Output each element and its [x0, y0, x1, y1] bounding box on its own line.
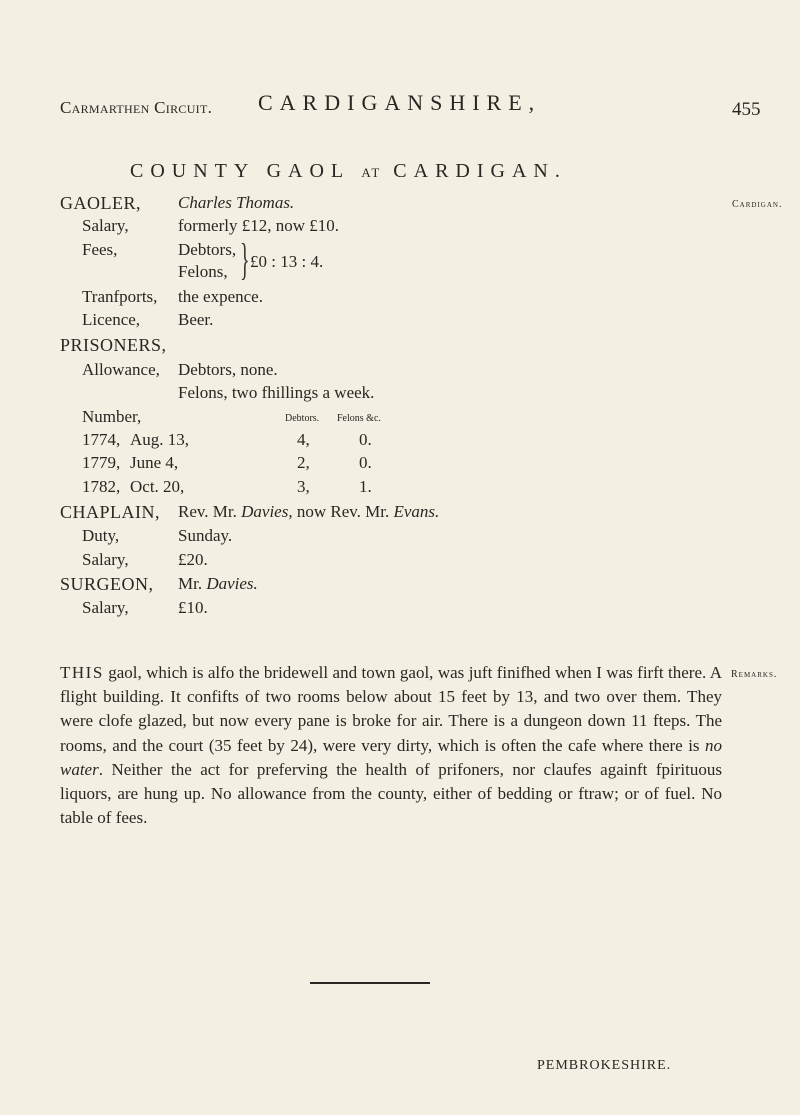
running-header-circuit: Carmarthen Circuit. [60, 98, 213, 117]
remarks-paragraph [60, 661, 722, 830]
allowance-label: Allowance, [82, 360, 160, 379]
surgeon-value [178, 574, 258, 594]
number-row-felons: 0. [359, 430, 372, 449]
allowance-felons: Felons, two fhillings a week. [178, 383, 375, 402]
remarks-no-water: no water [60, 735, 722, 779]
number-row-felons: 1. [359, 477, 372, 496]
remarks-text-2: . Neither the act for preferving the health of prifoners, nor claufes againft fpirituous liquors, are hung up. No allowance from the county, either of bedding or ftraw; or of fuel. No table of fees. [60, 759, 722, 828]
sidenote-remarks: Remarks. [731, 669, 778, 680]
chaplain-name-former: Davies, [241, 502, 293, 521]
fees-felons: Felons, [178, 262, 228, 281]
fees-debtors: Debtors, [178, 240, 237, 259]
chaplain-label: CHAPLAIN, [60, 502, 161, 522]
fees-amount: £0 : 13 : 4. [250, 252, 324, 271]
running-header-county: CARDIGANSHIRE, [258, 90, 542, 115]
number-row-year: 1782, [82, 477, 121, 496]
sidenote-place: Cardigan. [732, 199, 783, 210]
chaplain-middle: now Rev. Mr. [296, 502, 390, 521]
surgeon-label: SURGEON, [60, 574, 154, 594]
chaplain-salary-value: £20. [178, 550, 208, 569]
catchword: PEMBROKESHIRE. [537, 1058, 672, 1073]
chaplain-name-current: Evans. [393, 502, 440, 521]
number-row-date: Aug. 13, [130, 430, 190, 449]
number-row-debtors: 2, [297, 453, 310, 472]
section-divider [310, 982, 430, 984]
fees-brace: } [240, 235, 250, 284]
chaplain-prefix: Rev. Mr. [178, 502, 237, 521]
number-row-year: 1774, [82, 430, 121, 449]
number-row-debtors: 4, [297, 430, 310, 449]
transports-label: Tranfports, [82, 287, 158, 306]
remarks-first-word: THIS [60, 663, 104, 682]
surgeon-salary-value: £10. [178, 598, 208, 617]
column-header-debtors: Debtors. [285, 413, 320, 424]
allowance-debtors: Debtors, none. [178, 360, 278, 379]
gaoler-name: Charles Thomas. [178, 193, 295, 212]
title-main: COUNTY GAOL [130, 160, 350, 182]
number-row-date: Oct. 20, [130, 477, 185, 496]
salary-label: Salary, [82, 216, 129, 235]
fees-label: Fees, [82, 240, 118, 259]
licence-label: Licence, [82, 310, 141, 329]
number-row-debtors: 3, [297, 477, 310, 496]
duty-label: Duty, [82, 526, 120, 545]
salary-value: formerly £12, now £10. [178, 216, 340, 235]
column-header-felons: Felons &c. [337, 413, 381, 424]
title-place: CARDIGAN. [393, 160, 567, 182]
chaplain-salary-label: Salary, [82, 550, 129, 569]
number-row-date: June 4, [130, 453, 179, 472]
page-title [130, 160, 567, 183]
transports-value: the expence. [178, 287, 263, 306]
chaplain-value [178, 502, 439, 522]
title-at: AT [361, 165, 382, 180]
surgeon-prefix: Mr. [178, 574, 203, 593]
surgeon-salary-label: Salary, [82, 598, 129, 617]
surgeon-name: Davies. [206, 574, 258, 593]
licence-value: Beer. [178, 310, 214, 329]
number-label: Number, [82, 407, 142, 426]
prisoners-label: PRISONERS, [60, 335, 167, 355]
gaoler-label: GAOLER, [60, 193, 141, 213]
duty-value: Sunday. [178, 526, 233, 545]
remarks-text-1: gaol, which is alfo the bridewell and town gaol, was juft finifhed when I was firft there. A flight building. It confifts of two rooms below about 15 feet by 13, and two over them. They were clofe glazed, but now every pane is broke for air. There is a dungeon down 11 fteps. The rooms, and the court (35 feet by 24), were very dirty, which is often the cafe where there is [60, 663, 722, 755]
number-row-felons: 0. [359, 453, 372, 472]
number-row-year: 1779, [82, 453, 121, 472]
page-number: 455 [732, 99, 761, 120]
